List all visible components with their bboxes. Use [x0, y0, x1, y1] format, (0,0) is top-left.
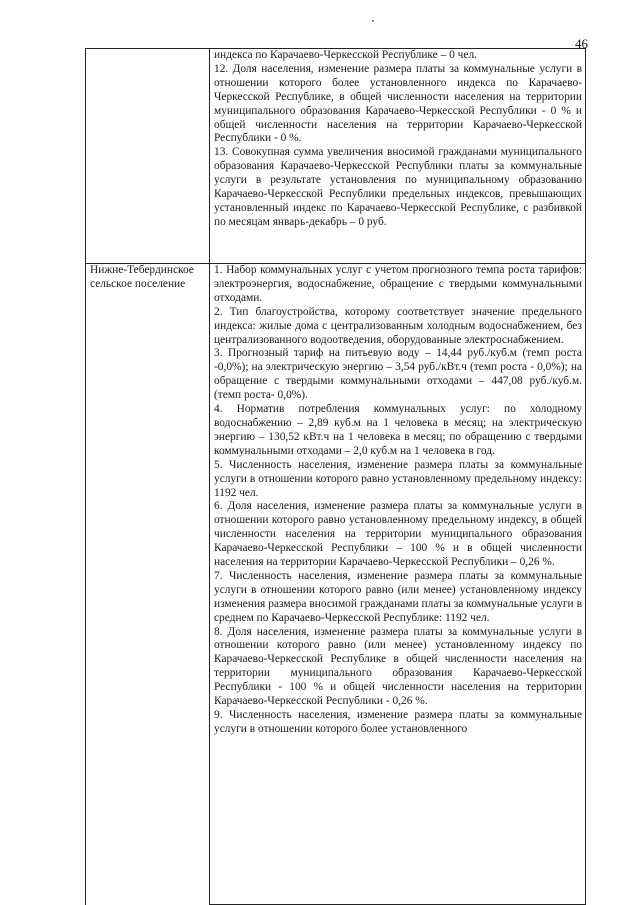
paragraph: 9. Численность населения, изменение размера платы за коммунальные услуги в отношении которого более установленного	[214, 709, 582, 735]
paragraph: 7. Численность населения, изменение размера платы за коммунальные услуги в отношении которого равно (или менее) установленному индексу изменения размера вносимой гражданами платы за коммунальные услуги в среднем по Карачаево-Черкесской Республике: 1192 чел.	[214, 569, 582, 624]
paragraph: индекса по Карачаево-Черкесской Республике – 0 чел.	[214, 49, 477, 61]
paragraph: 6. Доля населения, изменение размера платы за коммунальные услуги в отношении которого равно установленному предельному индексу, в общей численности населения на территории муниципального образования Карачаево-Черкесской Республики – 100 % и в общей численности населения на территории Карачаево-Черкесской Республики – 0,26 %.	[214, 500, 582, 569]
paragraph: 12. Доля населения, изменение размера платы за коммунальные услуги в отношении которого более установленного индекса по Карачаево-Черкесской Республике, в общей численности населения на территории муниципального образования Карачаево-Черкесской Республики - 0 % и общей численности населения на территории Карачаево-Черкесской Республики - 0 %.	[214, 62, 582, 145]
settlement-cell	[86, 49, 210, 264]
table-row	[86, 264, 586, 905]
paragraph: 8. Доля населения, изменение размера платы за коммунальные услуги в отношении которого равно (или менее) установленному индексу по Карачаево-Черкесской Республике в общей численности населения на территории муниципального образования Карачаево-Черкесской Республики - 100 % и общей численности населения на территории Карачаево-Черкесской Республики - 0,26 %.	[214, 625, 582, 708]
content-cell	[210, 49, 586, 264]
paragraph: 1. Набор коммунальных услуг с учетом прогнозного темпа роста тарифов: электроэнергия, водоснабжение, обращение с твердыми коммунальными отходами.	[214, 264, 582, 304]
settlement-cell: Нижне-Тебердинское сельское поселение	[86, 264, 210, 905]
paragraph: 5. Численность населения, изменение размера платы за коммунальные услуги в отношении которого равно установленному предельному индексу: 1192 чел.	[214, 458, 582, 499]
paragraph: 2. Тип благоустройства, которому соответствует значение предельного индекса: жилые дома с централизованным холодным водоснабжением, без централизованного водоотведения, оборудованные электроснабжением.	[214, 305, 582, 346]
paragraph: 13. Совокупная сумма увеличения вносимой гражданами муниципального образования Карачаево-Черкесской Республики платы за коммунальные услуги в результате установления по муниципальному образованию Карачаево-Черкесской Республики предельных индексов, превышающих установленный индекс по Карачаево-Черкесской Республике, с разбивкой по месяцам январь-декабрь – 0 руб.	[214, 146, 582, 228]
scan-dot	[372, 20, 374, 22]
document-table	[85, 48, 586, 905]
paragraph: 4. Норматив потребления коммунальных услуг: по холодному водоснабжению – 2,89 куб.м на 1 человека в месяц; на электрическую энергию – 130,52 кВт.ч на 1 человека в месяц; по обращению с твердыми коммунальными отходами – 2,0 куб.м на 1 человека в год.	[214, 403, 582, 457]
table-row	[86, 49, 586, 264]
page-number: 46	[575, 36, 588, 51]
content-cell	[210, 264, 586, 905]
paragraph: 3. Прогнозный тариф на питьевую воду – 14,44 руб./куб.м (темп роста -0,0%); на электрическую энергию – 3,54 руб./кВт.ч (темп роста - 0,0%); на обращение с твердыми коммунальными отходами – 447,08 руб./куб.м. (темп роста- 0,0%).	[214, 347, 582, 402]
